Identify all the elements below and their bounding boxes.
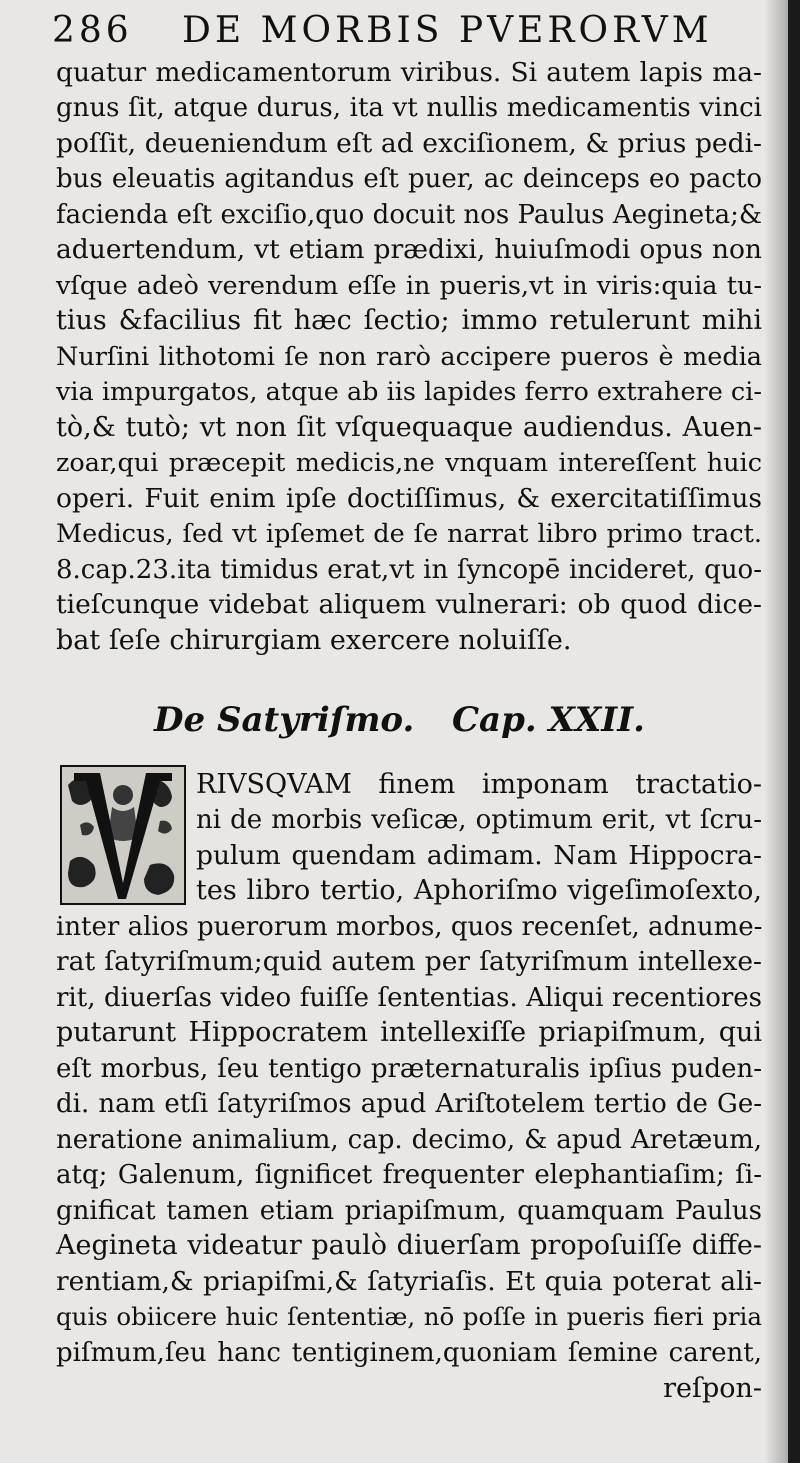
text-line: tieſcunque videbat aliquem vulnerari: ob quod dice-	[56, 589, 762, 620]
text-line: Medicus, ſed vt ipſemet de ſe narrat libro primo tract.	[56, 519, 762, 549]
text-line: piſmum,ſeu hanc tentiginem,quoniam ſemine carent,	[56, 1338, 762, 1368]
text-line: RIVSQVAM finem imponam tractatio-	[196, 769, 762, 800]
text-line: tò,& tutò; vt non ſit vſquequaque audiendus. Auen-	[56, 412, 762, 443]
text-line: gnificat tamen etiam priapiſmum, quamquam Paulus	[56, 1196, 762, 1226]
text-line: 8.cap.23.ita timidus erat,vt in ſyncopē incideret, quo-	[56, 555, 762, 585]
decorated-initial-icon	[60, 765, 186, 905]
chapter-number: Cap. XXII.	[452, 700, 645, 740]
text-line: via impurgatos, atque ab iis lapides ferro extrahere ci-	[56, 377, 762, 407]
text-line: zoar,qui præcepit medicis,ne vnquam intereſſent huic	[56, 448, 762, 478]
text-line: rit, diuerſas video fuiſſe ſententias. Aliqui recentiores	[56, 983, 762, 1013]
text-line: pulum quendam adimam. Nam Hippocra-	[196, 840, 762, 871]
catchword: reſpon-	[663, 1373, 762, 1404]
text-line: neratione animalium, cap. decimo, & apud Aretæum,	[56, 1125, 762, 1155]
text-line: gnus ſit, atque durus, ita vt nullis medicamentis vinci	[56, 93, 762, 123]
text-line: tius &facilius fit hæc ſectio; immo retulerunt mihi	[56, 305, 762, 336]
text-line: bus eleuatis agitandus eſt puer, ac deinceps eo pacto	[56, 164, 762, 194]
page-header	[52, 10, 772, 50]
text-line: eſt morbus, ſeu tentigo præternaturalis ipſius puden-	[56, 1054, 762, 1084]
text-line: atq; Galenum, ſignificet frequenter elephantiaſim; ſi-	[56, 1160, 762, 1190]
text-line: quatur medicamentorum viribus. Si autem lapis ma-	[56, 57, 762, 88]
text-line: rat ſatyriſmum;quid autem per ſatyriſmum intellexe-	[56, 946, 762, 977]
text-line: quis obiicere huic ſententiæ, nō poſſe in pueris fieri pria	[56, 1302, 762, 1331]
text-line: poſſit, deueniendum eſt ad exciſionem, & prius pedi-	[56, 128, 762, 159]
running-title: DE MORBIS PVERORVM	[182, 10, 713, 51]
text-line: vſque adeò verendum eſſe in pueris,vt in viris:quia tu-	[56, 271, 762, 301]
text-line: rentiam,& priapiſmi,& ſatyriaſis. Et quia poterat ali-	[56, 1266, 762, 1297]
text-line: Aegineta videatur paulò diuerſam propoſuiſſe diffe-	[56, 1230, 762, 1261]
text-line: facienda eſt exciſio,quo docuit nos Paulus Aegineta;&	[56, 200, 762, 230]
text-line: tes libro tertio, Aphoriſmo vigeſimoſexto,	[196, 875, 762, 906]
chapter-heading	[154, 700, 674, 744]
text-line: aduertendum, vt etiam prædixi, huiuſmodi opus non	[56, 234, 762, 265]
text-line: putarunt Hippocratem intellexiſſe priapiſmum, qui	[56, 1017, 762, 1048]
chapter-title: De Satyriſmo.	[154, 700, 415, 740]
text-line: ni de morbis veſicæ, optimum erit, vt ſcru-	[196, 805, 762, 835]
page-edge-shadow	[764, 0, 788, 1463]
text-line: operi. Fuit enim ipſe doctiſſimus, & exercitatiſſimus	[56, 483, 762, 514]
page-number: 286	[52, 10, 133, 51]
text-line: bat ſeſe chirurgiam exercere noluiſſe.	[56, 625, 572, 656]
text-line: Nurſini lithotomi ſe non rarò accipere pueros è media	[56, 342, 762, 372]
text-line: di. nam etſi ſatyriſmos apud Ariſtotelem tertio de Ge-	[56, 1089, 762, 1119]
text-line: inter alios puerorum morbos, quos recenſet, adnume-	[56, 912, 763, 942]
